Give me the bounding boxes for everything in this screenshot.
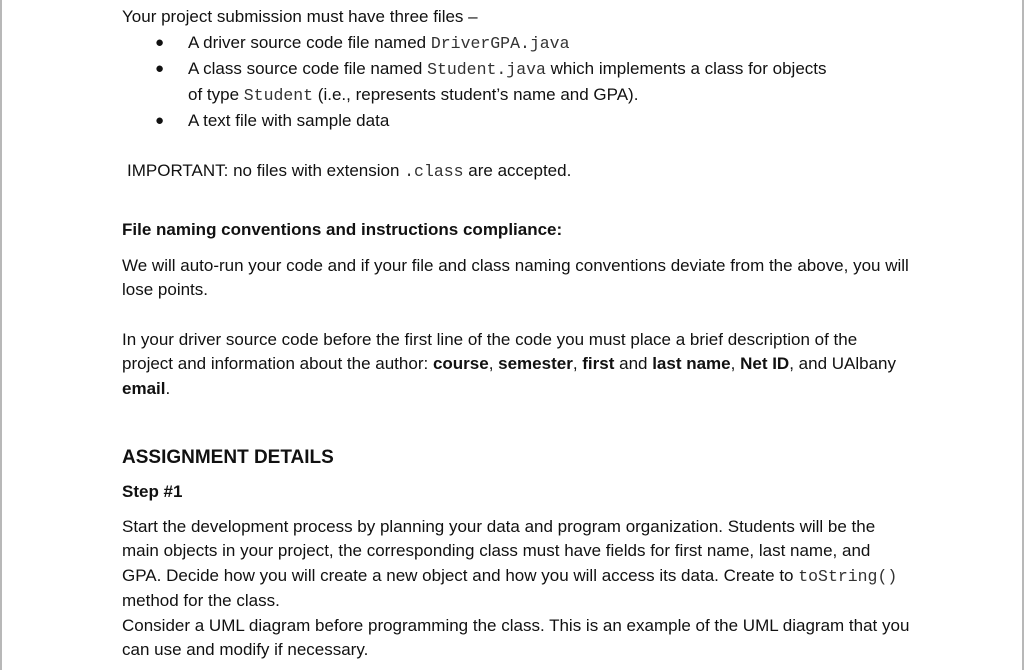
code-extension: .class [404,161,464,181]
list-item-text: (i.e., represents student’s name and GPA). [313,84,639,104]
code-filename: DriverGPA.java [430,33,570,53]
list-item-text: A driver source code file named [188,32,431,52]
list-item [122,57,912,108]
assignment-heading: ASSIGNMENT DETAILS [122,447,334,468]
bullet-icon: ● [155,112,165,129]
submission-intro: Your project submission must have three files – [122,7,478,26]
list-item-text: of type [188,84,244,104]
bullet-icon: ● [155,33,165,51]
list-item-text: A class source code file named [188,59,428,78]
important-note: IMPORTANT: no files with extension .class are accepted. [127,160,572,181]
code-filename: Student.java [427,60,546,79]
code-method: toString() [798,566,898,586]
document-content [122,5,912,663]
naming-paragraph: We will auto-run your code and if your file and class naming conventions deviate from the above, you will lose points. [122,255,909,299]
list-item-text: which implements a class for objects [545,59,827,78]
naming-section-title: File naming conventions and instructions compliance: [122,220,563,239]
code-classname: Student [243,85,314,105]
step-label: Step #1 [122,482,183,501]
list-item [122,109,912,134]
driver-paragraph: In your driver source code before the first line of the code you must place a brief description of the project and information about the author: course, semester, first and last name, Net ID, and UAlbany email. [122,329,897,398]
file-list [122,31,912,134]
step-paragraph: Start the development process by planning your data and program organization. Students will be the main objects in your project, the corresponding class must have fields for first name, last name, and GPA. Decide how you will create a new object and how you will access its data. Create to toString() method for the class. Consider a UML diagram before programming the class. This is an example of the UML diagram that you can use and modify if necessary. [122,516,910,659]
bullet-icon: ● [155,60,165,77]
list-item-text: A text file with sample data [188,111,390,130]
list-item [122,31,912,57]
